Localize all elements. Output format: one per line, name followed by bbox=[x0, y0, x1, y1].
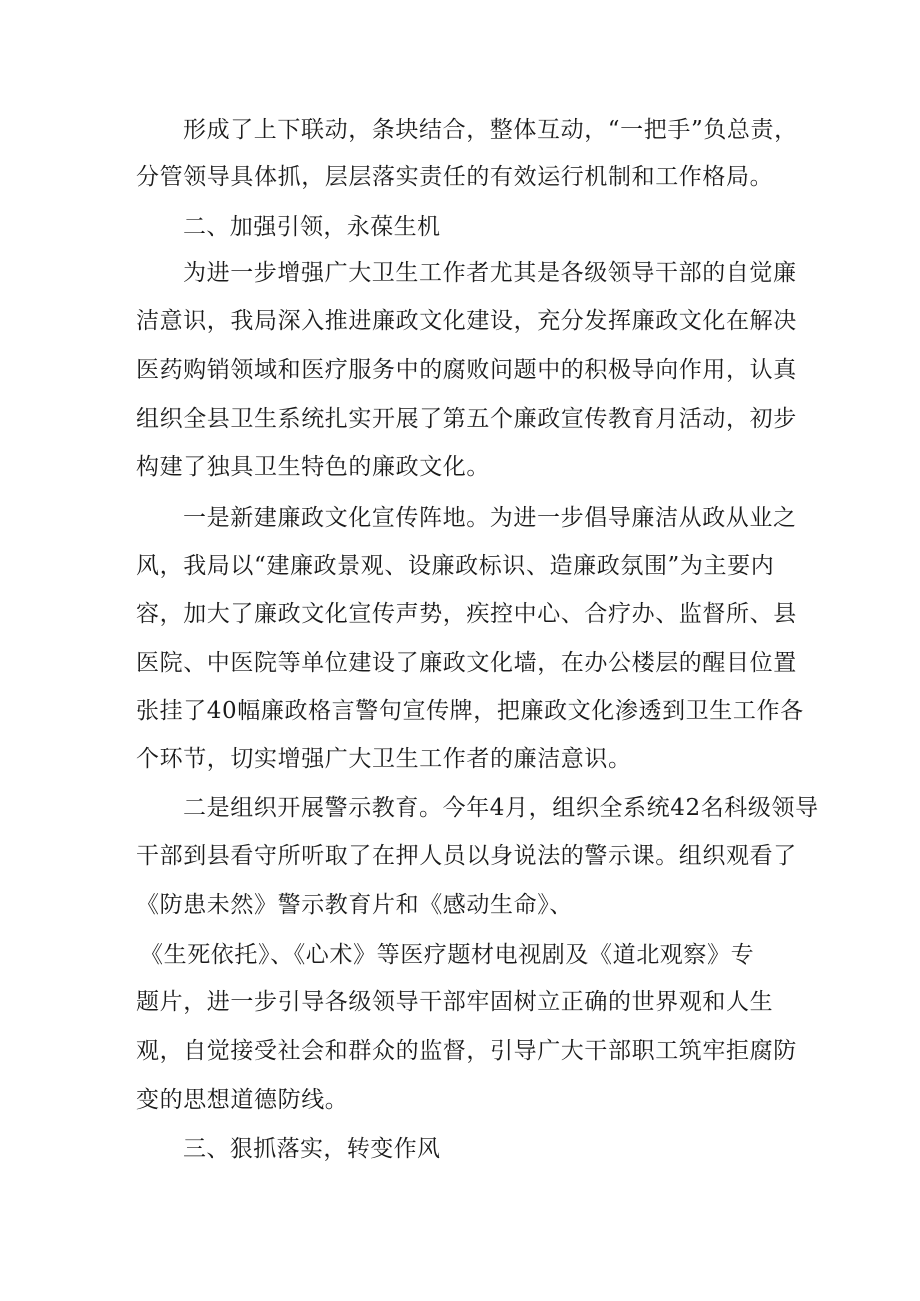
paragraph-line: 题片，进一步引导各级领导干部牢固树立正确的世界观和人生 bbox=[136, 989, 774, 1015]
paragraph-line: 变的思想道德防线。 bbox=[136, 1087, 349, 1113]
paragraph-line: 观，自觉接受社会和群众的监督，引导广大干部职工筑牢拒腐防 bbox=[136, 1038, 797, 1064]
paragraph-line: 个环节，切实增强广大卫生工作者的廉洁意识。 bbox=[136, 746, 632, 772]
paragraph-line: 干部到县看守所听取了在押人员以身说法的警示课。组织观看了 bbox=[136, 843, 797, 869]
paragraph-line: 《生死依托》、《心术》等医疗题材电视剧及《道北观察》专 bbox=[140, 942, 755, 968]
paragraph-line: 形成了上下联动，条块结合，整体互动，“一把手”负总责， bbox=[183, 117, 798, 143]
paragraph-line: 构建了独具卫生特色的廉政文化。 bbox=[136, 454, 490, 480]
paragraph-line: 医药购销领域和医疗服务中的腐败问题中的积极导向作用，认真 bbox=[136, 357, 797, 383]
paragraph-line: 二是组织开展警示教育。今年4月，组织全系统42名科级领导 bbox=[183, 795, 819, 821]
paragraph-line: 组织全县卫生系统扎实开展了第五个廉政宣传教育月活动，初步 bbox=[136, 406, 797, 432]
paragraph-line: 洁意识，我局深入推进廉政文化建设，充分发挥廉政文化在解决 bbox=[136, 308, 797, 334]
paragraph-line: 张挂了40幅廉政格言警句宣传牌，把廉政文化渗透到卫生工作各 bbox=[136, 698, 804, 724]
paragraph-line: 容，加大了廉政文化宣传声势，疾控中心、合疗办、监督所、县 bbox=[136, 601, 797, 627]
paragraph-line: 为进一步增强广大卫生工作者尤其是各级领导干部的自觉廉 bbox=[183, 260, 797, 286]
paragraph-line: 医院、中医院等单位建设了廉政文化墙，在办公楼层的醒目位置 bbox=[136, 650, 797, 676]
section-heading: 三、狠抓落实，转变作风 bbox=[183, 1136, 441, 1162]
paragraph-line: 一是新建廉政文化宣传阵地。为进一步倡导廉洁从政从业之 bbox=[183, 505, 797, 531]
paragraph-line: 风，我局以“建廉政景观、设廉政标识、造廉政氛围”为主要内 bbox=[136, 553, 775, 579]
paragraph-line: 《防患未然》警示教育片和《感动生命》、 bbox=[136, 892, 573, 918]
paragraph-line: 分管领导具体抓，层层落实责任的有效运行机制和工作格局。 bbox=[136, 164, 774, 190]
section-heading: 二、加强引领，永葆生机 bbox=[183, 214, 441, 240]
